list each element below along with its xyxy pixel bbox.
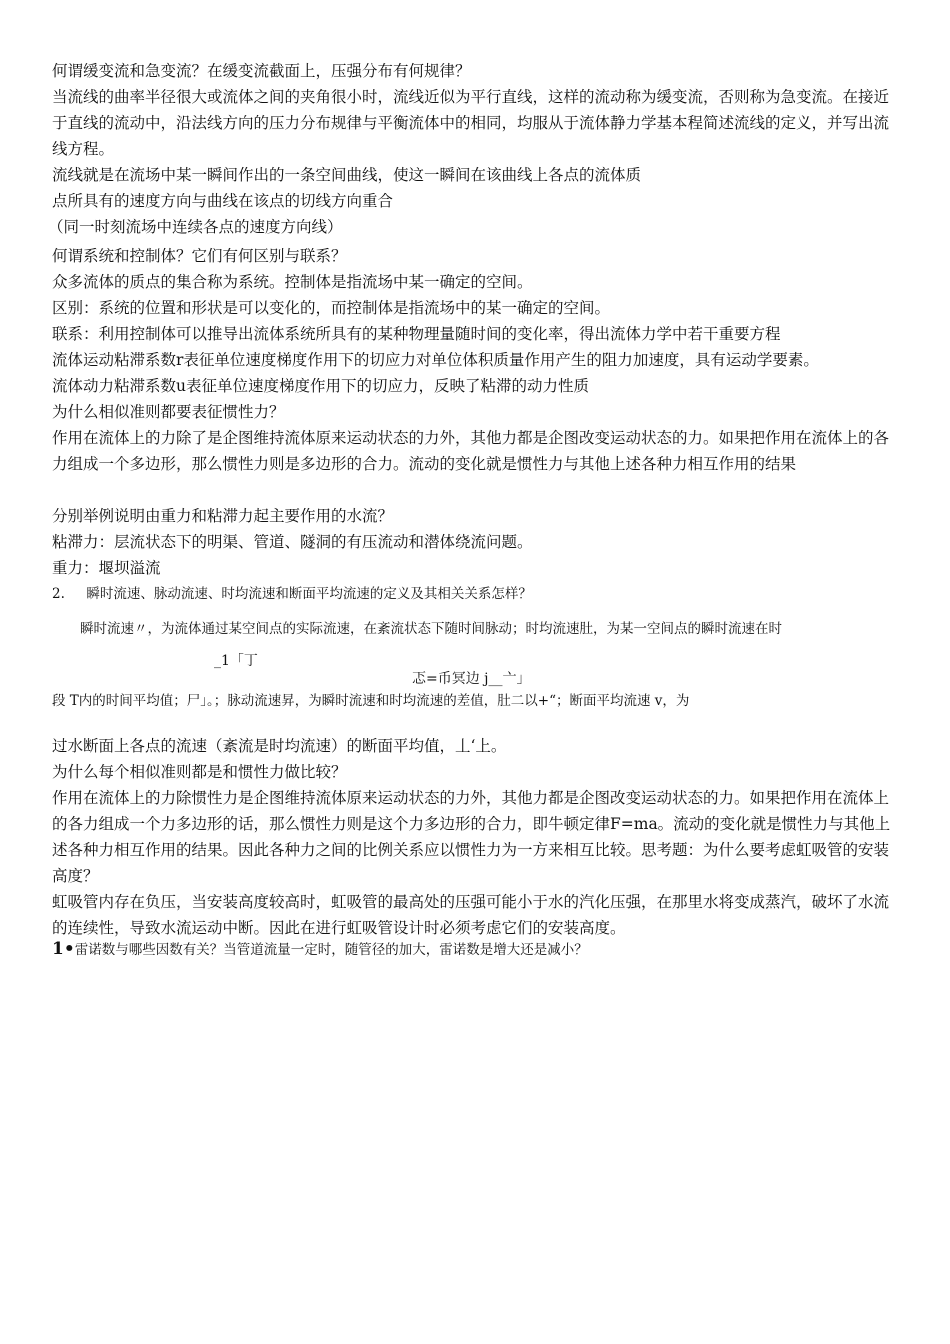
answer-viscous: 粘滞力：层流状态下的明渠、管道、隧洞的有压流动和潜体绕流问题。 <box>52 533 533 551</box>
answer-velocity-2: 段 T内的时间平均值；尸」。；脉动流速昇，为瞬时流速和时均流速的差值，肚二以+“；断面平均流速 v，为 <box>52 693 690 709</box>
formula-fragment-2: 忑=币冥边 j__亠」 <box>412 671 531 687</box>
streamline-definition-2: 点所具有的速度方向与曲线在该点的切线方向重合 <box>52 192 394 210</box>
question-gravity-viscous: 分别举例说明由重力和粘滞力起主要作用的水流？ <box>52 507 394 525</box>
streamline-definition-1: 流线就是在流场中某一瞬间作出的一条空间曲线，使这一瞬间在该曲线上各点的流体质 <box>52 166 642 184</box>
kinematic-viscosity: 流体运动粘滞系数r表征单位速度梯度作用下的切应力对单位体积质量作用产生的阻力加速度，具有运动学要素。 <box>52 351 819 369</box>
question-gradual-flow: 何谓缓变流和急变流？在缓变流截面上，压强分布有何规律？ <box>52 62 471 80</box>
question-similarity-inertia: 为什么每个相似准则都是和惯性力做比较？ <box>52 763 347 781</box>
answer-difference: 区别：系统的位置和形状是可以变化的，而控制体是指流场中的某一确定的空间。 <box>52 299 611 317</box>
question-reynolds <box>52 938 902 961</box>
answer-gravity: 重力：堰坝溢流 <box>52 559 161 577</box>
answer-siphon: 虹吸管内存在负压，当安装高度较高时，虹吸管的最高处的压强可能小于水的汽化压强，在那里水将变成蒸汽，破坏了水流的连续性，导致水流运动中断。因此在进行虹吸管设计时必须考虑它们的安装高度。 <box>52 893 890 937</box>
answer-gradual-flow: 当流线的曲率半径很大或流体之间的夹角很小时，流线近似为平行直线，这样的流动称为缓变流，否则称为急变流。在接近于直线的流动中，沿法线方向的压力分布规律与平衡流体中的相同，均服从于流体静力学基本程简述流线的定义，并写出流线方程。 <box>52 88 890 158</box>
answer-similarity-inertia: 作用在流体上的力除惯性力是企图维持流体原来运动状态的力外，其他力都是企图改变运动状态的力。如果把作用在流体上的各力组成一个力多边形的话，那么惯性力则是这个力多边形的合力，即牛顿定律F=ma。流动的变化就是惯性力与其他上述各种力相互作用的结果。因此各种力之间的比例关系应以惯性力为一方来相互比较。思考题：为什么要考虑虹吸管的安装高度？ <box>52 789 891 885</box>
answer-relation: 联系：利用控制体可以推导出流体系统所具有的某种物理量随时间的变化率，得出流体力学中若干重要方程 <box>52 325 781 343</box>
answer-system: 众多流体的质点的集合称为系统。控制体是指流场中某一确定的空间。 <box>52 273 533 291</box>
question-velocity-definitions <box>52 583 902 605</box>
question-number: 2. <box>52 586 65 602</box>
formula-fragment-1: _1「丁 <box>214 653 258 669</box>
question-text: 雷诺数与哪些因数有关？当管道流量一定时，随管径的加大，雷诺数是增大还是减小？ <box>74 942 588 958</box>
answer-inertia: 作用在流体上的力除了是企图维持流体原来运动状态的力外，其他力都是企图改变运动状态的力。如果把作用在流体上的各力组成一个多边形，那么惯性力则是多边形的合力。流动的变化就是惯性力与其他上述各种力相互作用的结果 <box>52 429 890 473</box>
question-number: 1• <box>52 939 75 959</box>
question-system-control-volume: 何谓系统和控制体？它们有何区别与联系？ <box>52 247 347 265</box>
answer-velocity-1: 瞬时流速〃，为流体通过某空间点的实际流速，在紊流状态下随时间脉动；时均流速肚，为某一空间点的瞬时流速在时 <box>80 621 782 637</box>
answer-velocity-3: 过水断面上各点的流速（紊流是时均流速）的断面平均值，丄‘上。 <box>52 737 507 755</box>
dynamic-viscosity: 流体动力粘滞系数u表征单位速度梯度作用下的切应力，反映了粘滞的动力性质 <box>52 377 589 395</box>
question-text: 瞬时流速、脉动流速、时均流速和断面平均流速的定义及其相关关系怎样？ <box>86 586 532 602</box>
question-inertia: 为什么相似准则都要表征惯性力？ <box>52 403 285 421</box>
streamline-definition-3: （同一时刻流场中连续各点的速度方向线） <box>48 218 343 236</box>
